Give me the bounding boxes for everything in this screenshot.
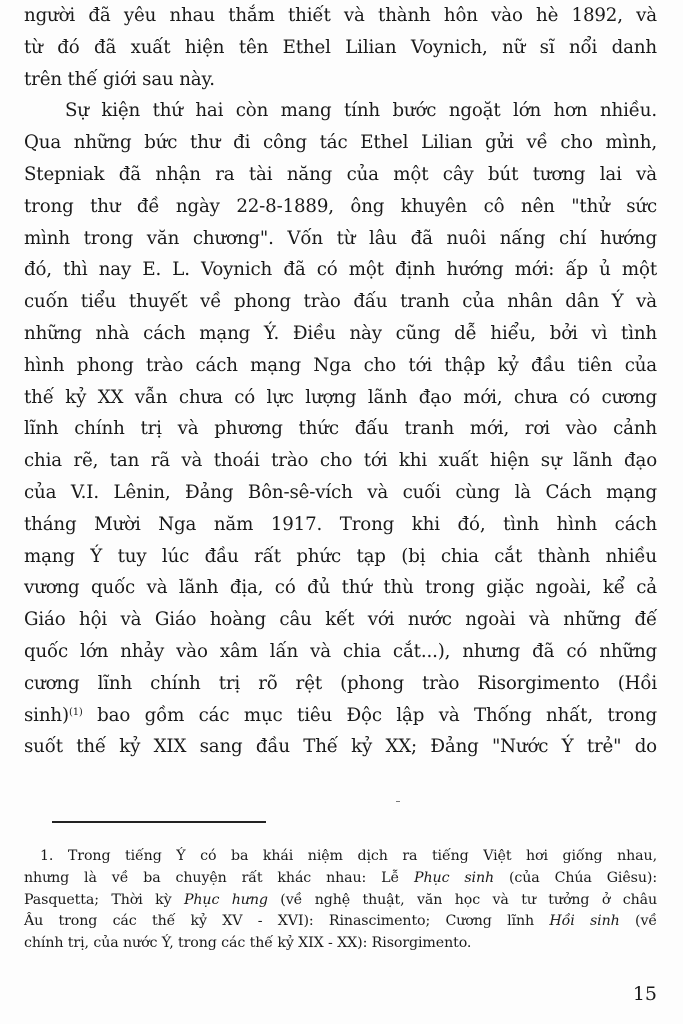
text-line: cuốn tiểu thuyết về phong trào đấu tranh của nhân dân Ý và <box>24 291 657 313</box>
text-fragment: bao gồm các mục tiêu Độc lập và Thống nhất, trong <box>97 704 657 726</box>
text-line: tháng Mười Nga năm 1917. Trong khi đó, tình hình cách <box>24 513 657 535</box>
scan-artifact <box>396 801 400 802</box>
text-line: chia rẽ, tan rã và thoái trào cho tới khi xuất hiện sự lãnh đạo <box>24 450 657 472</box>
text-line: Giáo hội và Giáo hoàng câu kết với nước ngoài và những đế <box>24 609 657 631</box>
text-fragment: Trong tiếng Ý có ba khái niệm dịch ra tiếng Việt hơi giống nhau, <box>67 848 657 864</box>
text-fragment: Pasquetta; Thời kỳ <box>24 891 184 908</box>
text-line: Sự kiện thứ hai còn mang tính bước ngoặt lớn hơn nhiều. <box>65 100 657 122</box>
footnote-line <box>24 890 657 912</box>
text-line: đó, thì nay E. L. Voynich đã có một định hướng mới: ấp ủ một <box>24 259 657 281</box>
text-fragment: Âu trong các thế kỷ XV - XVI): Rinascimento; Cương lĩnh <box>24 913 550 930</box>
footnote-divider <box>52 821 266 823</box>
text-line: suốt thế kỷ XIX sang đầu Thế kỷ XX; Đảng "Nước Ý trẻ" do <box>24 736 657 758</box>
text-line: hình phong trào cách mạng Nga cho tới thập kỷ đầu tiên của <box>24 354 657 376</box>
footnote-reference[interactable]: (1) <box>68 706 83 718</box>
text-line: vương quốc và lãnh địa, có đủ thứ thù trong giặc ngoài, kể cả <box>24 577 657 599</box>
text-line: quốc lớn nhảy vào xâm lấn và chia cắt...), nhưng đã có những <box>24 640 657 662</box>
text-fragment: nhưng là về ba chuyện rất khác nhau: Lễ <box>24 869 415 886</box>
text-line: mình trong văn chương". Vốn từ lâu đã nuôi nấng chí hướng <box>24 227 657 249</box>
footnote-line <box>24 868 657 890</box>
text-fragment: (về <box>619 913 657 930</box>
text-line: người đã yêu nhau thắm thiết và thành hôn vào hè 1892, và <box>24 5 657 26</box>
text-line: từ đó đã xuất hiện tên Ethel Lilian Voynich, nữ sĩ nổi danh <box>24 36 657 58</box>
italic-term: Phục sinh <box>414 869 495 886</box>
text-line: mạng Ý tuy lúc đầu rất phức tạp (bị chia cắt thành nhiều <box>24 545 657 567</box>
text-fragment: (về nghệ thuật, văn học và tư tưởng ở châu <box>267 891 658 908</box>
footnote-line <box>24 846 657 868</box>
footnote-line: chính trị, của nước Ý, trong các thế kỷ XIX - XX): Risorgimento. <box>24 935 472 952</box>
italic-term: Hồi sinh <box>549 913 620 930</box>
text-line: của V.I. Lênin, Đảng Bôn-sê-vích và cuối cùng là Cách mạng <box>24 481 657 503</box>
text-line: Stepniak đã nhận ra tài năng của một cây bút tương lai và <box>24 163 657 185</box>
italic-term: Phục hưng <box>183 891 268 908</box>
text-fragment: sinh) <box>24 704 69 726</box>
text-line-with-footnote-ref <box>24 700 657 732</box>
text-line: trên thế giới sau này. <box>24 68 215 90</box>
text-line: thế kỷ XX vẫn chưa có lực lượng lãnh đạo mới, chưa có cương <box>24 386 657 408</box>
text-line: Qua những bức thư đi công tác Ethel Lilian gửi về cho mình, <box>24 132 657 154</box>
footnote <box>24 846 657 955</box>
body-text <box>24 0 657 763</box>
footnote-number: 1. <box>40 848 54 864</box>
text-fragment: (của Chúa Giêsu): <box>494 869 657 886</box>
text-line: lĩnh chính trị và phương thức đấu tranh mới, rơi vào cảnh <box>24 418 657 440</box>
footnote-line <box>24 911 657 933</box>
text-line: trong thư đề ngày 22-8-1889, ông khuyên cô nên "thử sức <box>24 195 657 217</box>
page-number: 15 <box>632 983 657 1005</box>
text-line: những nhà cách mạng Ý. Điều này cũng dễ hiểu, bởi vì tình <box>24 322 657 344</box>
text-line: cương lĩnh chính trị rõ rệt (phong trào Risorgimento (Hồi <box>24 672 657 694</box>
